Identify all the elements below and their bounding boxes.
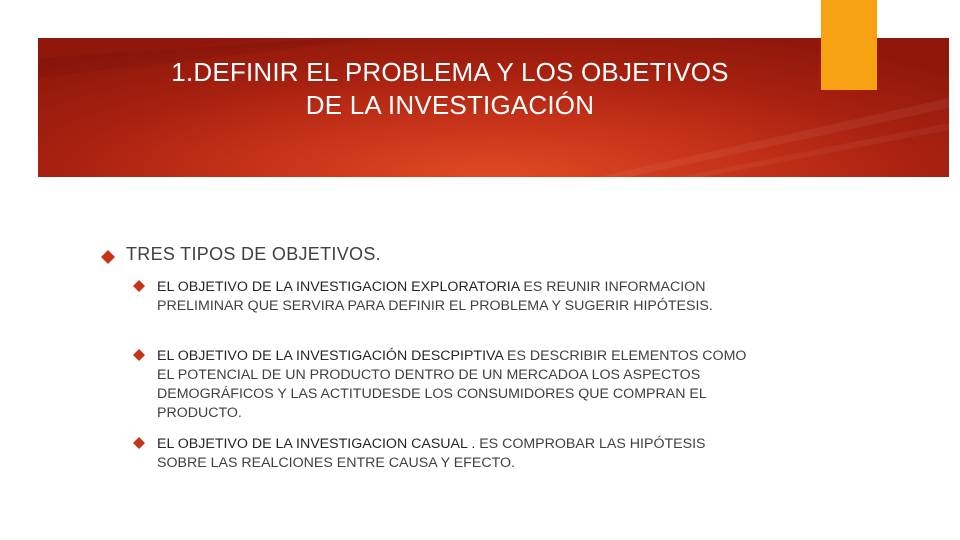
objectives-heading: TRES TIPOS DE OBJETIVOS. bbox=[126, 244, 381, 264]
item-heading: EL OBJETIVO DE LA INVESTIGACION CASUAL . bbox=[157, 436, 476, 452]
item-body: ES COMPROBAR LAS HIPÓTESIS SOBRE LAS REALCIONES ENTRE CAUSA Y EFECTO. bbox=[157, 436, 706, 471]
item-heading: EL OBJETIVO DE LA INVESTIGACION EXPLORATORIA bbox=[157, 279, 520, 295]
slide-title bbox=[80, 56, 820, 122]
item-body: ES DESCRIBIR ELEMENTOS COMO EL POTENCIAL DE UN PRODUCTO DENTRO DE UN MERCADOA LOS ASPECTOS DEMOGRÁFICOS Y LAS ACTITUDESDE LOS CONSUMIDORES QUE COMPRAN EL PRODUCTO. bbox=[157, 348, 747, 421]
item-body: ES REUNIR INFORMACION PRELIMINAR QUE SERVIRA PARA DEFINIR EL PROBLEMA Y SUGERIR HIPÓTESIS. bbox=[157, 279, 713, 314]
accent-block bbox=[821, 0, 877, 90]
list-item-descriptiva bbox=[157, 347, 747, 423]
diamond-bullet-icon bbox=[133, 280, 145, 292]
diamond-bullet-icon bbox=[133, 349, 145, 361]
list-item-causal bbox=[157, 435, 747, 473]
title-line-1: 1.DEFINIR EL PROBLEMA Y LOS OBJETIVOS bbox=[171, 57, 729, 87]
diamond-bullet-icon bbox=[101, 250, 115, 264]
list-item-exploratoria bbox=[157, 278, 747, 316]
item-heading: EL OBJETIVO DE LA INVESTIGACIÓN DESCPIPTIVA bbox=[157, 348, 504, 364]
title-line-2: DE LA INVESTIGACIÓN bbox=[305, 90, 595, 120]
diamond-bullet-icon bbox=[133, 437, 145, 449]
